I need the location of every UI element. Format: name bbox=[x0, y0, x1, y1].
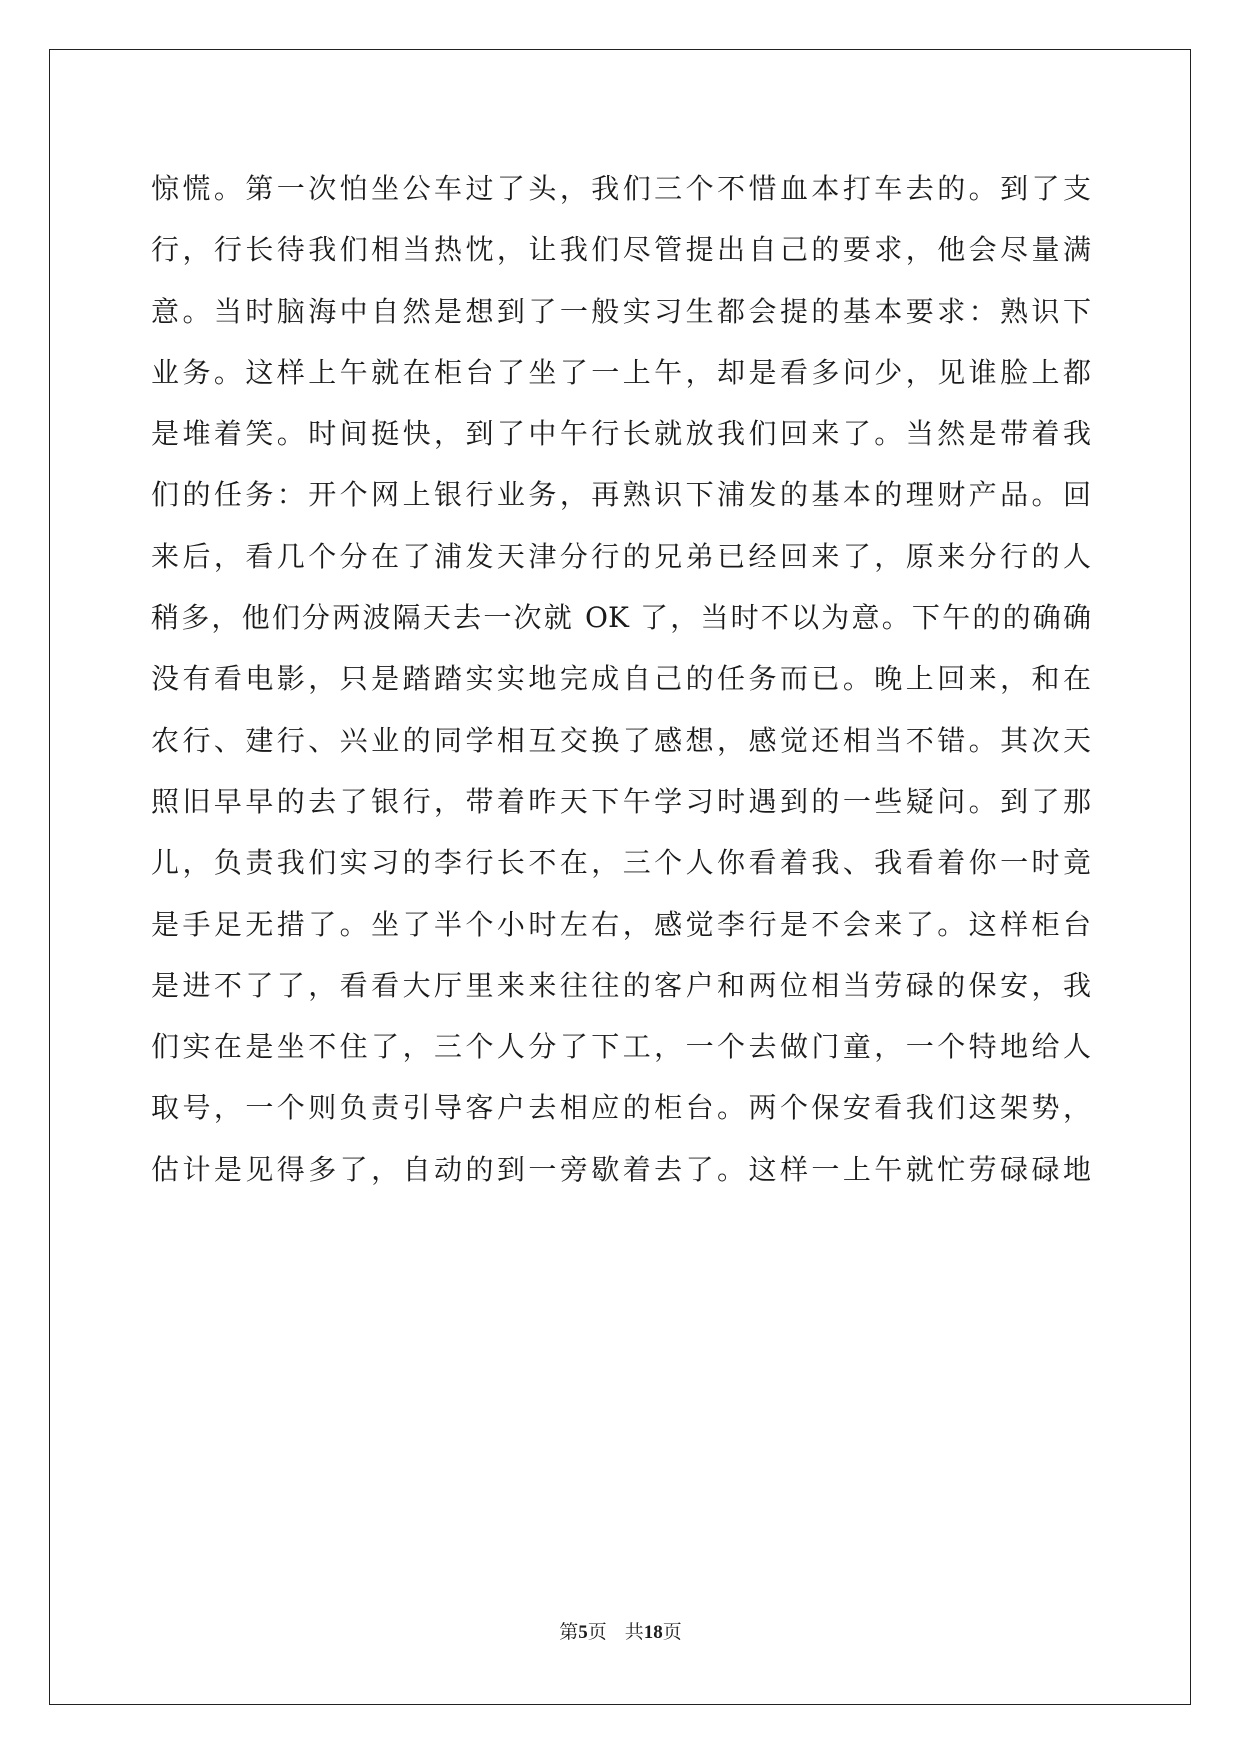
text-line: 农行、建行、兴业的同学相互交换了感想，感觉还相当不错。其次天 bbox=[151, 723, 1091, 757]
text-line: 没有看电影，只是踏踏实实地完成自己的任务而已。晚上回来，和在 bbox=[151, 662, 1091, 696]
current-page-number: 5 bbox=[578, 1622, 588, 1643]
text-line: 来后，看几个分在了浦发天津分行的兄弟已经回来了，原来分行的人 bbox=[151, 539, 1091, 573]
footer-prefix: 第 bbox=[559, 1621, 579, 1643]
text-line: 惊慌。第一次怕坐公车过了头，我们三个不惜血本打车去的。到了支 bbox=[151, 172, 1091, 205]
text-line: 行，行长待我们相当热忱，让我们尽管提出自己的要求，他会尽量满 bbox=[151, 233, 1091, 267]
text-line: 稍多，他们分两波隔天去一次就 OK 了，当时不以为意。下午的的确确 bbox=[151, 601, 1091, 635]
text-line: 估计是见得多了，自动的到一旁歇着去了。这样一上午就忙劳碌碌地 bbox=[151, 1152, 1091, 1186]
text-line: 是进不了了，看看大厅里来来往往的客户和两位相当劳碌的保安，我 bbox=[151, 968, 1091, 1002]
text-line: 是手足无措了。坐了半个小时左右，感觉李行是不会来了。这样柜台 bbox=[151, 907, 1091, 941]
text-line: 是堆着笑。时间挺快，到了中午行长就放我们回来了。当然是带着我 bbox=[151, 417, 1091, 451]
document-body bbox=[151, 158, 1091, 1200]
text-line: 意。当时脑海中自然是想到了一般实习生都会提的基本要求：熟识下 bbox=[151, 294, 1091, 328]
text-line: 业务。这样上午就在柜台了坐了一上午，却是看多问少，见谁脸上都 bbox=[151, 355, 1091, 389]
text-line: 们实在是坐不住了，三个人分了下工，一个去做门童，一个特地给人 bbox=[151, 1030, 1091, 1064]
footer-page-unit: 页 bbox=[587, 1621, 607, 1643]
footer-total-prefix: 共 bbox=[624, 1621, 644, 1643]
text-line: 取号，一个则负责引导客户去相应的柜台。两个保安看我们这架势， bbox=[151, 1091, 1091, 1125]
page-footer bbox=[0, 1620, 1241, 1645]
text-line: 们的任务：开个网上银行业务，再熟识下浦发的基本的理财产品。回 bbox=[151, 478, 1091, 512]
footer-total-unit: 页 bbox=[662, 1621, 682, 1643]
total-page-count: 18 bbox=[643, 1622, 663, 1643]
text-line: 照旧早早的去了银行，带着昨天下午学习时遇到的一些疑问。到了那 bbox=[151, 784, 1091, 818]
text-line: 儿，负责我们实习的李行长不在，三个人你看着我、我看着你一时竟 bbox=[151, 846, 1091, 880]
